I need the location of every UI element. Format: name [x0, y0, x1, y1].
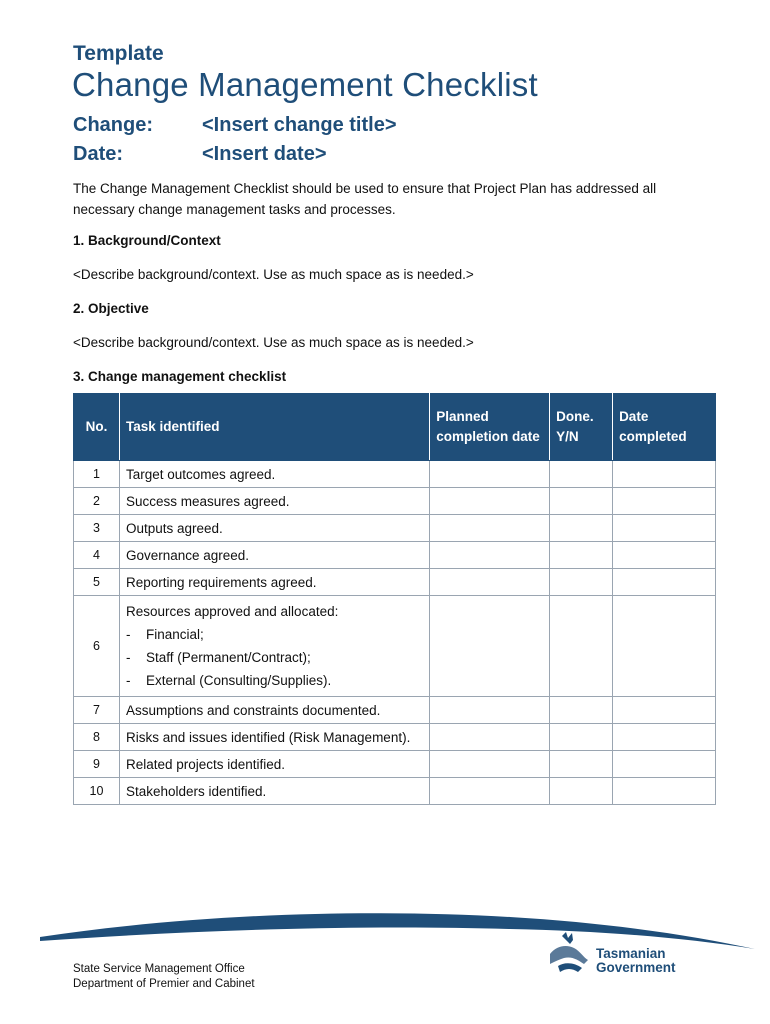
section-heading-checklist: 3. Change management checklist [73, 369, 287, 384]
planned-date-cell[interactable] [430, 515, 550, 542]
table-row [74, 488, 716, 515]
task-cell: Assumptions and constraints documented. [119, 697, 429, 724]
date-completed-cell[interactable] [613, 778, 716, 805]
section-heading-background: 1. Background/Context [73, 233, 221, 248]
change-label: Change: [73, 114, 153, 136]
checklist-table [73, 393, 716, 805]
table-row [74, 778, 716, 805]
row-number: 2 [74, 488, 120, 515]
date-completed-cell[interactable] [613, 461, 716, 488]
col-header-date-completed: Date completed [613, 394, 716, 461]
planned-date-cell[interactable] [430, 751, 550, 778]
task-cell: Reporting requirements agreed. [119, 569, 429, 596]
done-cell[interactable] [550, 569, 613, 596]
table-row [74, 542, 716, 569]
planned-date-cell[interactable] [430, 488, 550, 515]
row-number: 6 [74, 596, 120, 697]
intro-paragraph: The Change Management Checklist should be used to ensure that Project Plan has addressed all necessary change management tasks and processes. [73, 181, 657, 217]
date-completed-cell[interactable] [613, 596, 716, 697]
planned-date-cell[interactable] [430, 569, 550, 596]
list-item: - Staff (Permanent/Contract); [125, 650, 311, 665]
row-number: 1 [74, 461, 120, 488]
task-cell: Outputs agreed. [119, 515, 429, 542]
task-cell: Success measures agreed. [119, 488, 429, 515]
date-completed-cell[interactable] [613, 488, 716, 515]
date-completed-cell[interactable] [613, 724, 716, 751]
row-number: 5 [74, 569, 120, 596]
row-number: 8 [74, 724, 120, 751]
col-header-planned-date: Planned completion date [430, 394, 550, 461]
planned-date-cell[interactable] [430, 596, 550, 697]
sub-item-text: Financial; [145, 627, 204, 642]
done-cell[interactable] [550, 542, 613, 569]
section-body-objective: <Describe background/context. Use as much space as is needed.> [73, 335, 474, 350]
date-completed-cell[interactable] [613, 515, 716, 542]
task-cell: Governance agreed. [119, 542, 429, 569]
date-completed-cell[interactable] [613, 569, 716, 596]
office-name: State Service Management Office [73, 963, 245, 975]
section-heading-objective: 2. Objective [73, 301, 149, 316]
done-cell[interactable] [550, 596, 613, 697]
col-header-task: Task identified [119, 394, 429, 461]
table-row [74, 569, 716, 596]
row-number: 10 [74, 778, 120, 805]
table-row [74, 751, 716, 778]
date-completed-cell[interactable] [613, 751, 716, 778]
planned-date-cell[interactable] [430, 461, 550, 488]
section-body-background: <Describe background/context. Use as much space as is needed.> [73, 267, 474, 282]
done-cell[interactable] [550, 515, 613, 542]
done-cell[interactable] [550, 724, 613, 751]
page-title: Change Management Checklist [72, 66, 538, 103]
planned-date-cell[interactable] [430, 697, 550, 724]
tasmanian-government-wordmark: Tasmanian Government [596, 946, 676, 975]
list-item: - Financial; [125, 627, 204, 642]
done-cell[interactable] [550, 488, 613, 515]
date-completed-cell[interactable] [613, 697, 716, 724]
template-label: Template [73, 42, 164, 65]
done-cell[interactable] [550, 461, 613, 488]
date-completed-cell[interactable] [613, 542, 716, 569]
footer-text [73, 962, 255, 992]
date-placeholder: <Insert date> [202, 143, 327, 165]
row-number: 3 [74, 515, 120, 542]
done-cell[interactable] [550, 697, 613, 724]
task-cell: Stakeholders identified. [119, 778, 429, 805]
col-header-done: Done. Y/N [550, 394, 613, 461]
task-cell: Related projects identified. [119, 751, 429, 778]
task-cell: Risks and issues identified (Risk Management). [119, 724, 429, 751]
row-number: 9 [74, 751, 120, 778]
task-text: Resources approved and allocated: [125, 604, 339, 619]
table-row [74, 515, 716, 542]
table-row [74, 461, 716, 488]
tasmanian-government-logo-icon [544, 930, 604, 976]
planned-date-cell[interactable] [430, 542, 550, 569]
planned-date-cell[interactable] [430, 778, 550, 805]
sub-item-text: External (Consulting/Supplies). [145, 673, 332, 688]
row-number: 7 [74, 697, 120, 724]
table-row [74, 697, 716, 724]
change-title-placeholder: <Insert change title> [202, 114, 397, 136]
col-header-no: No. [74, 394, 120, 461]
task-cell: Target outcomes agreed. [119, 461, 429, 488]
table-header-row [74, 394, 716, 461]
sub-item-text: Staff (Permanent/Contract); [145, 650, 311, 665]
row-number: 4 [74, 542, 120, 569]
planned-date-cell[interactable] [430, 724, 550, 751]
done-cell[interactable] [550, 751, 613, 778]
done-cell[interactable] [550, 778, 613, 805]
table-row [74, 724, 716, 751]
department-name: Department of Premier and Cabinet [73, 978, 255, 990]
date-label: Date: [73, 143, 124, 165]
list-item: - External (Consulting/Supplies). [125, 673, 332, 688]
task-cell [119, 596, 429, 697]
table-row [74, 596, 716, 697]
